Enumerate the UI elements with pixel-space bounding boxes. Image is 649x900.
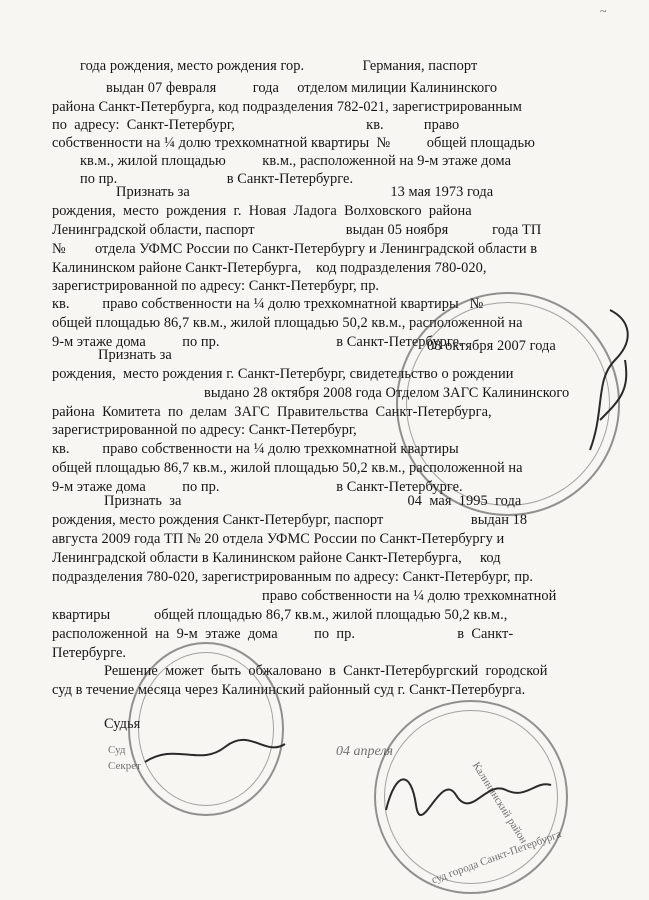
text-line-9: рождения, место рождения г. Новая Ладога Волховского района bbox=[52, 203, 472, 219]
text-line-24: общей площадью 86,7 кв.м., жилой площадью 50,2 кв.м., расположенной на bbox=[52, 460, 523, 476]
judge-label: Судья bbox=[104, 716, 141, 732]
text-line-7: по пр. в Санкт-Петербурге. bbox=[80, 171, 354, 187]
signature-bottom-right bbox=[376, 750, 556, 820]
text-line-6: кв.м., жилой площадью кв.м., расположенной на 9-м этаже дома bbox=[80, 153, 512, 169]
text-line-27: рождения, место рождения Санкт-Петербург, паспорт выдан 18 bbox=[52, 512, 528, 528]
stamp-fragment-5: суд города Санкт-Петербурга bbox=[430, 828, 563, 887]
text-line-8: Признать за 13 мая 1973 года bbox=[116, 184, 494, 200]
text-line-32: квартиры общей площадью 86,7 кв.м., жилой площадью 50,2 кв.м., bbox=[52, 607, 508, 623]
text-line-35: Решение может быть обжаловано в Санкт-Петербургский городской bbox=[104, 663, 548, 679]
text-line-11: № отдела УФМС России по Санкт-Петербургу и Ленинградской области в bbox=[52, 241, 538, 257]
text-line-14: кв. право собственности на ¼ долю трехкомнатной квартиры № bbox=[52, 296, 484, 312]
text-line-36: суд в течение месяца через Калининский районный суд г. Санкт-Петербурга. bbox=[52, 682, 526, 698]
stamp-fragment-3: 04 апреля bbox=[336, 744, 393, 759]
text-line-19: рождения, место рождения г. Санкт-Петербург, свидетельство о рождении bbox=[52, 366, 514, 382]
text-line-25: 9-м этаже дома по пр. в Санкт-Петербурге. bbox=[52, 479, 463, 495]
stamp-fragment-1: Суд bbox=[108, 744, 126, 756]
text-line-10: Ленинградской области, паспорт выдан 05 ноября года ТП bbox=[52, 222, 542, 238]
text-line-5: собственности на ¼ долю трехкомнатной квартиры № общей площадью bbox=[52, 135, 535, 151]
text-line-34: Петербурге. bbox=[52, 645, 127, 661]
text-line-29: Ленинградской области в Калининском районе Санкт-Петербурга, код bbox=[52, 550, 501, 566]
text-line-16: 9-м этаже дома по пр. в Санкт-Петербурге. bbox=[52, 334, 463, 350]
text-line-2: выдан 07 февраля года отделом милиции Калининского bbox=[106, 80, 498, 96]
text-line-22: зарегистрированной по адресу: Санкт-Петербург, bbox=[52, 422, 357, 438]
text-line-30: подразделения 780-020, зарегистрированным по адресу: Санкт-Петербург, пр. bbox=[52, 569, 533, 585]
text-line-33: расположенной на 9-м этаже дома по пр. в Санкт- bbox=[52, 626, 514, 642]
text-line-26: Признать за 04 мая 1995 года bbox=[104, 493, 522, 509]
text-line-17: 08 октября 2007 года bbox=[427, 338, 556, 354]
text-line-21: района Комитета по делам ЗАГС Правительства Санкт-Петербурга, bbox=[52, 404, 492, 420]
text-line-23: кв. право собственности на ¼ долю трехкомнатной квартиры bbox=[52, 441, 459, 457]
text-line-28: августа 2009 года ТП № 20 отдела УФМС России по Санкт-Петербургу и bbox=[52, 531, 505, 547]
corner-mark: ~ bbox=[600, 4, 607, 18]
text-line-31: право собственности на ¼ долю трехкомнатной bbox=[262, 588, 557, 604]
stamp-fragment-4: Калининский район bbox=[469, 760, 530, 846]
text-line-4: по адресу: Санкт-Петербург, кв. право bbox=[52, 117, 460, 133]
text-line-12: Калининском районе Санкт-Петербурга, код подразделения 780-020, bbox=[52, 260, 487, 276]
text-line-20: выдано 28 октября 2008 года Отделом ЗАГС Калининского bbox=[204, 385, 570, 401]
text-line-13: зарегистрированной по адресу: Санкт-Петербург, пр. bbox=[52, 278, 380, 294]
signature-top-right bbox=[580, 300, 640, 460]
signature-bottom-left bbox=[140, 732, 290, 772]
text-line-15: общей площадью 86,7 кв.м., жилой площадью 50,2 кв.м., расположенной на bbox=[52, 315, 523, 331]
stamp-fragment-2: Секрет bbox=[108, 760, 141, 772]
text-line-3: района Санкт-Петербурга, код подразделения 782-021, зарегистрированным bbox=[52, 99, 522, 115]
text-line-18: Признать за bbox=[98, 347, 172, 363]
text-line-1: года рождения, место рождения гор. Германия, паспорт bbox=[80, 58, 478, 74]
